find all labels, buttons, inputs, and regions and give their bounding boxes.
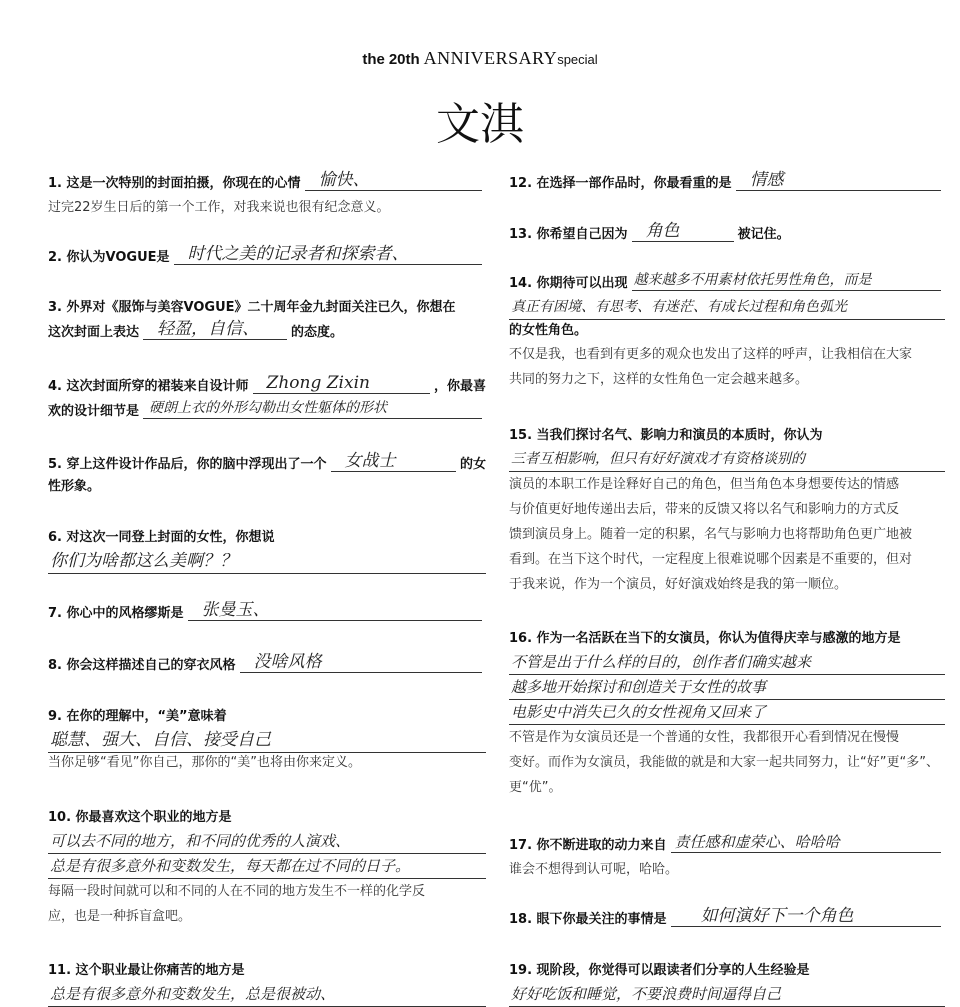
question-16-label: 16. 作为一名活跃在当下的女演员，你认为值得庆幸与感激的地方是 [509, 631, 901, 646]
question-4-answer-designer: Zhong Zixin [253, 373, 430, 394]
header-special: special [557, 52, 598, 67]
question-2 [48, 244, 486, 269]
question-14-note-line2: 共同的努力之下，这样的女性角色一定会越来越多。 [509, 372, 809, 387]
question-8 [48, 652, 486, 677]
question-11-answer: 总是有很多意外和变数发生，总是很被动、 [48, 982, 486, 1007]
question-16-answer-line1: 不管是出于什么样的目的，创作者们确实越来 [509, 650, 945, 675]
question-8-label: 8. 你会这样描述自己的穿衣风格 [48, 658, 236, 673]
question-1-label: 1. 这是一次特别的封面拍摄，你现在的心情 [48, 176, 301, 191]
header-the: the [362, 51, 385, 68]
question-12-answer: 情感 [736, 170, 941, 191]
question-14-answer-line2: 真正有困境、有思考、有迷茫、有成长过程和角色弧光 [509, 295, 945, 320]
question-15-note-line2: 与价值更好地传递出去后，带来的反馈又将以名气和影响力的方式反 [509, 502, 900, 517]
question-15-answer: 三者互相影响，但只有好好演戏才有资格谈别的 [509, 447, 945, 472]
question-19-answer: 好好吃饭和睡觉，不要浪费时间逼得自己 [509, 982, 945, 1007]
question-15-note-line1: 演员的本职工作是诠释好自己的角色，但当角色本身想要传达的情感 [509, 477, 900, 492]
question-19-label: 19. 现阶段，你觉得可以跟读者们分享的人生经验是 [509, 963, 810, 978]
question-12 [509, 170, 945, 195]
question-15-note-line3: 馈到演员身上。随着一定的积累，名气与影响力也将帮助角色更广地被 [509, 527, 913, 542]
question-16-answer-line2: 越多地开始探讨和创造关于女性的故事 [509, 675, 945, 700]
question-2-label: 2. 你认为VOGUE是 [48, 250, 170, 265]
question-7-label: 7. 你心中的风格缪斯是 [48, 606, 184, 621]
question-3 [48, 297, 486, 344]
question-9-label: 9. 在你的理解中，“美”意味着 [48, 709, 227, 724]
question-2-answer: 时代之美的记录者和探索者、 [174, 244, 482, 265]
header-number: 20th [388, 51, 420, 68]
question-13-answer: 角色 [632, 221, 734, 242]
question-13-suffix: 被记住。 [737, 227, 790, 242]
question-18-label: 18. 眼下你最关注的事情是 [509, 912, 667, 927]
question-5-label-line1: 5. 穿上这件设计作品后，你的脑中浮现出了一个 [48, 457, 327, 472]
question-7 [48, 600, 486, 625]
question-15-note-line5: 于我来说，作为一个演员，好好演戏始终是我的第一顺位。 [509, 577, 848, 592]
question-4 [48, 373, 486, 423]
question-10-note-line1: 每隔一段时间就可以和不同的人在不同的地方发生不一样的化学反 [48, 884, 426, 899]
question-6-answer: 你们为啥都这么美啊？？ [48, 549, 486, 574]
question-6 [48, 527, 486, 574]
question-14-suffix: 的女性角色。 [509, 323, 588, 338]
question-7-answer: 张曼玉、 [188, 600, 482, 621]
question-3-answer: 轻盈，自信、 [143, 319, 287, 340]
anniversary-header [0, 48, 960, 69]
question-3-label-line2: 这次封面上表达 [48, 325, 140, 340]
question-1-note: 过完22岁生日后的第一个工作，对我来说也很有纪念意义。 [48, 200, 390, 215]
question-16-answer-line3: 电影史中消失已久的女性视角又回来了 [509, 700, 945, 725]
question-10-note-line2: 应，也是一种拆盲盒吧。 [48, 909, 192, 924]
question-1-answer: 愉快、 [305, 170, 482, 191]
question-10-answer-line1: 可以去不同的地方，和不同的优秀的人演戏、 [48, 829, 486, 854]
question-4-label-line1: 4. 这次封面所穿的裙装来自设计师 [48, 379, 249, 394]
question-16-note-line2: 变好。而作为女演员，我能做的就是和大家一起共同努力，让“好”更“多”、 [509, 755, 939, 770]
question-13-label: 13. 你希望自己因为 [509, 227, 628, 242]
question-4-answer-detail: 硬朗上衣的外形勾勒出女性躯体的形状 [143, 398, 482, 419]
question-14-label: 14. 你期待可以出现 [509, 276, 628, 291]
question-12-label: 12. 在选择一部作品时，你最看重的是 [509, 176, 732, 191]
question-15 [509, 425, 945, 597]
question-10 [48, 807, 486, 929]
question-4-label-line2: 欢的设计细节是 [48, 404, 140, 419]
question-19 [509, 960, 945, 1007]
question-3-label-line1: 3. 外界对《服饰与美容VOGUE》二十周年金九封面关注已久，你想在 [48, 300, 456, 315]
question-11-label: 11. 这个职业最让你痛苦的地方是 [48, 963, 245, 978]
question-18-answer: 如何演好下一个角色 [671, 906, 941, 927]
question-13 [509, 221, 945, 246]
question-3-suffix: 的态度。 [291, 325, 344, 340]
question-14 [509, 270, 945, 392]
question-9-answer: 聪慧、强大、自信、接受自己 [48, 728, 486, 753]
question-11 [48, 960, 486, 1007]
question-16 [509, 628, 945, 800]
question-17 [509, 832, 945, 882]
question-10-answer-line2: 总是有很多意外和变数发生，每天都在过不同的日子。 [48, 854, 486, 879]
question-15-note-line4: 看到。在当下这个时代，一定程度上很难说哪个因素是不重要的，但对 [509, 552, 913, 567]
question-5-answer: 女战士 [331, 451, 456, 472]
question-6-label: 6. 对这次一同登上封面的女性，你想说 [48, 530, 275, 545]
question-5-label-line2: 性形象。 [48, 479, 101, 494]
question-9-note: 当你足够“看见”你自己，那你的“美”也将由你来定义。 [48, 755, 361, 770]
question-18 [509, 906, 945, 931]
question-4-suffix: ，你最喜 [433, 379, 486, 394]
header-anniversary: ANNIVERSARY [423, 48, 558, 68]
question-17-answer: 责任感和虚荣心、哈哈哈 [671, 832, 941, 853]
question-8-answer: 没啥风格 [240, 652, 482, 673]
question-16-note-line1: 不管是作为女演员还是一个普通的女性，我都很开心看到情况在慢慢 [509, 730, 900, 745]
question-5-suffix: 的女 [459, 457, 486, 472]
page-title: 文淇 [436, 99, 524, 150]
question-17-note: 谁会不想得到认可呢，哈哈。 [509, 862, 679, 877]
question-16-note-line3: 更“优”。 [509, 780, 562, 795]
question-1 [48, 170, 486, 220]
question-17-label: 17. 你不断进取的动力来自 [509, 838, 667, 853]
question-5 [48, 451, 486, 498]
question-9 [48, 706, 486, 773]
question-15-label: 15. 当我们探讨名气、影响力和演员的本质时，你认为 [509, 428, 823, 443]
question-14-note-line1: 不仅是我，也看到有更多的观众也发出了这样的呼声，让我相信在大家 [509, 347, 913, 362]
question-10-label: 10. 你最喜欢这个职业的地方是 [48, 810, 232, 825]
question-14-answer-line1: 越来越多不用素材依托男性角色，而是 [632, 270, 941, 291]
